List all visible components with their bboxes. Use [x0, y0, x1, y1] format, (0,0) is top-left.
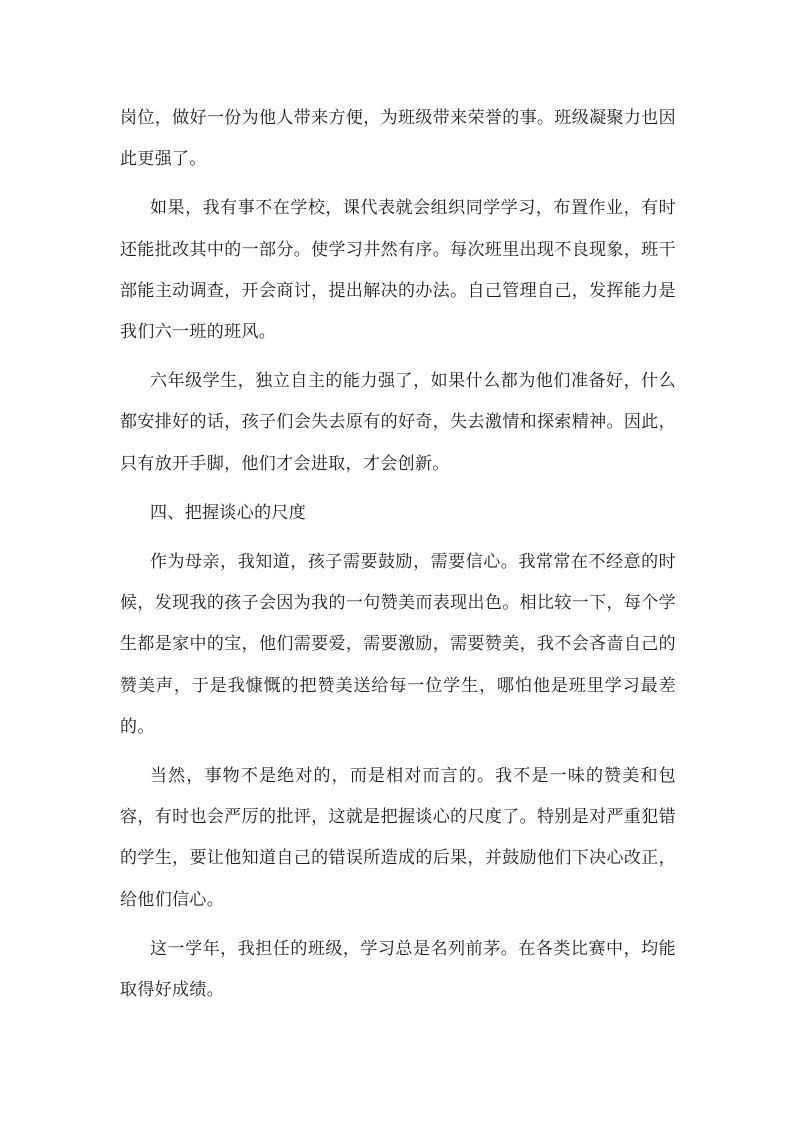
paragraph-4: 作为母亲，我知道，孩子需要鼓励，需要信心。我常常在不经意的时候，发现我的孩子会因为我的一句赞美而表现出色。相比较一下，每个学生都是家中的宝，他们需要爱，需要激励，需要赞美，我不会吝啬自己的赞美声，于是我慷慨的把赞美送给每一位学生，哪怕他是班里学习最差的。: [120, 552, 676, 737]
paragraph-5: 当然，事物不是绝对的，而是相对而言的。我不是一味的赞美和包容，有时也会严厉的批评，这就是把握谈心的尺度了。特别是对严重犯错的学生，要让他知道自己的错误所造成的后果，并鼓励他们下决心改正，给他们信心。: [120, 766, 676, 910]
paragraph-3: 六年级学生，独立自主的能力强了，如果什么都为他们准备好，什么都安排好的话，孩子们会失去原有的好奇，失去激情和探索精神。因此，只有放开手脚，他们才会进取，才会创新。: [120, 371, 676, 474]
section-heading: 四、把握谈心的尺度: [150, 502, 307, 523]
paragraph-2: 如果，我有事不在学校，课代表就会组织同学学习，布置作业，有时还能批改其中的一部分。使学习井然有序。每次班里出现不良现象，班干部能主动调查，开会商讨，提出解决的办法。自己管理自己，发挥能力是我们六一班的班风。: [120, 198, 676, 343]
document-body: [120, 98, 676, 1019]
paragraph-6: 这一学年，我担任的班级，学习总是名列前茅。在各类比赛中，均能取得好成绩。: [120, 938, 676, 1001]
paragraph-1: 岗位，做好一份为他人带来方便，为班级带来荣誉的事。班级凝聚力也因此更强了。: [120, 108, 676, 170]
